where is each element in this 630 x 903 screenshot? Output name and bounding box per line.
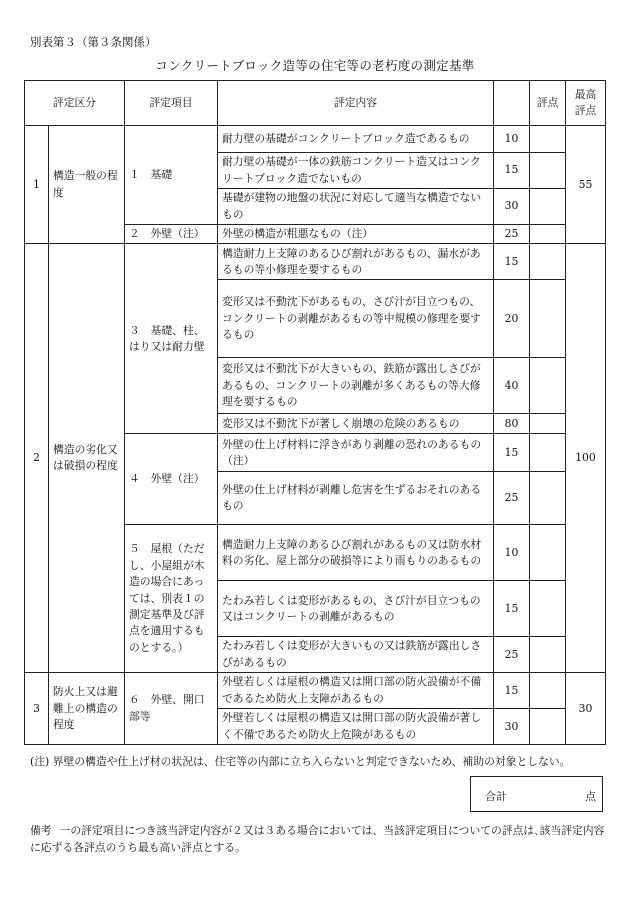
header-max-score	[566, 81, 606, 126]
total-box	[470, 776, 603, 812]
content-cell: 耐力壁の基礎が一体の鉄筋コンクリート造又はコンクリートブロック造でないもの	[218, 153, 494, 189]
remarks	[30, 822, 605, 857]
points-cell: 25	[494, 472, 530, 525]
score-input-cell	[530, 673, 566, 709]
item-label: １ 基礎	[125, 126, 218, 225]
score-input-cell	[530, 280, 566, 358]
item-label: ５ 屋根（ただし、小屋組が木造の場合にあっては、別表１の測定基準及び評点を適用するものとする。）	[125, 525, 218, 673]
content-cell: たわみ若しくは変形が大きいもの又は鉄筋が露出しさびがあるもの	[218, 637, 494, 673]
content-cell: 変形又は不動沈下が大きいもの、鉄筋が露出しさびがあるもの、コンクリートの剥離が多くあるもの等大修理を要するもの	[218, 358, 494, 414]
points-cell: 25	[494, 225, 530, 244]
total-label: 合計	[485, 790, 507, 803]
footnote: (注) 界壁の構造や仕上げ材の状況は、住宅等の内部に立ち入らないと判定できないため、補助の対象としない。	[30, 755, 571, 768]
points-cell: 15	[494, 153, 530, 189]
points-cell: 30	[494, 709, 530, 745]
document-title: コンクリートブロック造等の住宅等の老朽度の測定基準	[155, 58, 475, 73]
score-input-cell	[530, 414, 566, 434]
group-number: 3	[25, 673, 49, 745]
max-score: 55	[566, 126, 606, 244]
content-cell: 外壁の仕上げ材料に浮きがあり剥離の恐れのあるもの（注）	[218, 434, 494, 472]
content-cell: 外壁の仕上げ材料が剥離し危害を生ずるおそれのあるもの	[218, 472, 494, 525]
header-max-score-line2: 評点	[574, 104, 597, 117]
content-cell: 耐力壁の基礎がコンクリートブロック造であるもの	[218, 126, 494, 153]
score-input-cell	[530, 637, 566, 673]
points-cell: 15	[494, 434, 530, 472]
score-input-cell	[530, 525, 566, 581]
points-cell: 15	[494, 244, 530, 280]
points-cell: 25	[494, 637, 530, 673]
item-label: ６ 外壁、開口部等	[125, 673, 218, 745]
total-unit: 点	[585, 790, 596, 803]
content-cell: 構造耐力上支障のあるひび割れがあるもの、漏水があるもの等小修理を要するもの	[218, 244, 494, 280]
points-cell: 10	[494, 525, 530, 581]
score-input-cell	[530, 434, 566, 472]
content-cell: たわみ若しくは変形があるもの、さび汁が目立つもの又はコンクリートの剥離があるもの	[218, 581, 494, 637]
content-cell: 変形又は不動沈下があるもの、さび汁が目立つもの、コンクリートの剥離があるもの等中規模の修理を要するもの	[218, 280, 494, 358]
evaluation-table	[24, 80, 606, 745]
max-score: 30	[566, 673, 606, 745]
table-row	[25, 126, 606, 153]
header-item: 評定項目	[125, 81, 218, 126]
header-max-score-line1: 最高	[574, 87, 597, 101]
header-row	[25, 81, 606, 126]
item-label: ３ 基礎、柱、はり又は耐力壁	[125, 244, 218, 434]
points-cell: 40	[494, 358, 530, 414]
points-cell: 10	[494, 126, 530, 153]
content-cell: 変形又は不動沈下が著しく崩壊の危険のあるもの	[218, 414, 494, 434]
group-category: 防火上又は避難上の構造の程度	[49, 673, 125, 745]
score-input-cell	[530, 225, 566, 244]
remarks-text: 一の評定項目につき該当評定内容が２又は３ある場合においては、当該評定項目についての評点は､該当評定内容に応ずる各評点のうち最も高い評点とする。	[30, 824, 605, 855]
group-category: 構造の劣化又は破損の程度	[49, 244, 125, 673]
table-row	[25, 244, 606, 280]
content-cell: 外壁若しくは屋根の構造又は開口部の防火設備が不備であるため防火上支障があるもの	[218, 673, 494, 709]
item-label: ４ 外壁（注）	[125, 434, 218, 525]
score-input-cell	[530, 709, 566, 745]
score-input-cell	[530, 189, 566, 225]
points-cell: 30	[494, 189, 530, 225]
group-category: 構造一般の程度	[49, 126, 125, 244]
score-input-cell	[530, 153, 566, 189]
group-number: 1	[25, 126, 49, 244]
points-cell: 20	[494, 280, 530, 358]
remarks-head: 備考	[30, 824, 52, 837]
header-points-blank	[494, 81, 530, 126]
group-number: 2	[25, 244, 49, 673]
score-input-cell	[530, 244, 566, 280]
header-content: 評定内容	[218, 81, 494, 126]
header-score: 評点	[530, 81, 566, 126]
content-cell: 外壁の構造が粗悪なもの（注）	[218, 225, 494, 244]
score-input-cell	[530, 472, 566, 525]
max-score: 100	[566, 244, 606, 673]
appendix-label: 別表第３（第３条関係）	[30, 35, 157, 49]
content-cell: 基礎が建物の地盤の状況に対応して適当な構造でないもの	[218, 189, 494, 225]
table-row	[25, 673, 606, 709]
score-input-cell	[530, 126, 566, 153]
content-cell: 構造耐力上支障のあるひび割れがあるもの又は防水材料の劣化、屋上部分の破損等により雨もりのあるもの	[218, 525, 494, 581]
score-input-cell	[530, 581, 566, 637]
content-cell: 外壁若しくは屋根の構造又は開口部の防火設備が著しく不備であるため防火上危険があるもの	[218, 709, 494, 745]
points-cell: 15	[494, 581, 530, 637]
score-input-cell	[530, 358, 566, 414]
item-label: ２ 外壁（注）	[125, 225, 218, 244]
header-category: 評定区分	[25, 81, 125, 126]
points-cell: 15	[494, 673, 530, 709]
points-cell: 80	[494, 414, 530, 434]
